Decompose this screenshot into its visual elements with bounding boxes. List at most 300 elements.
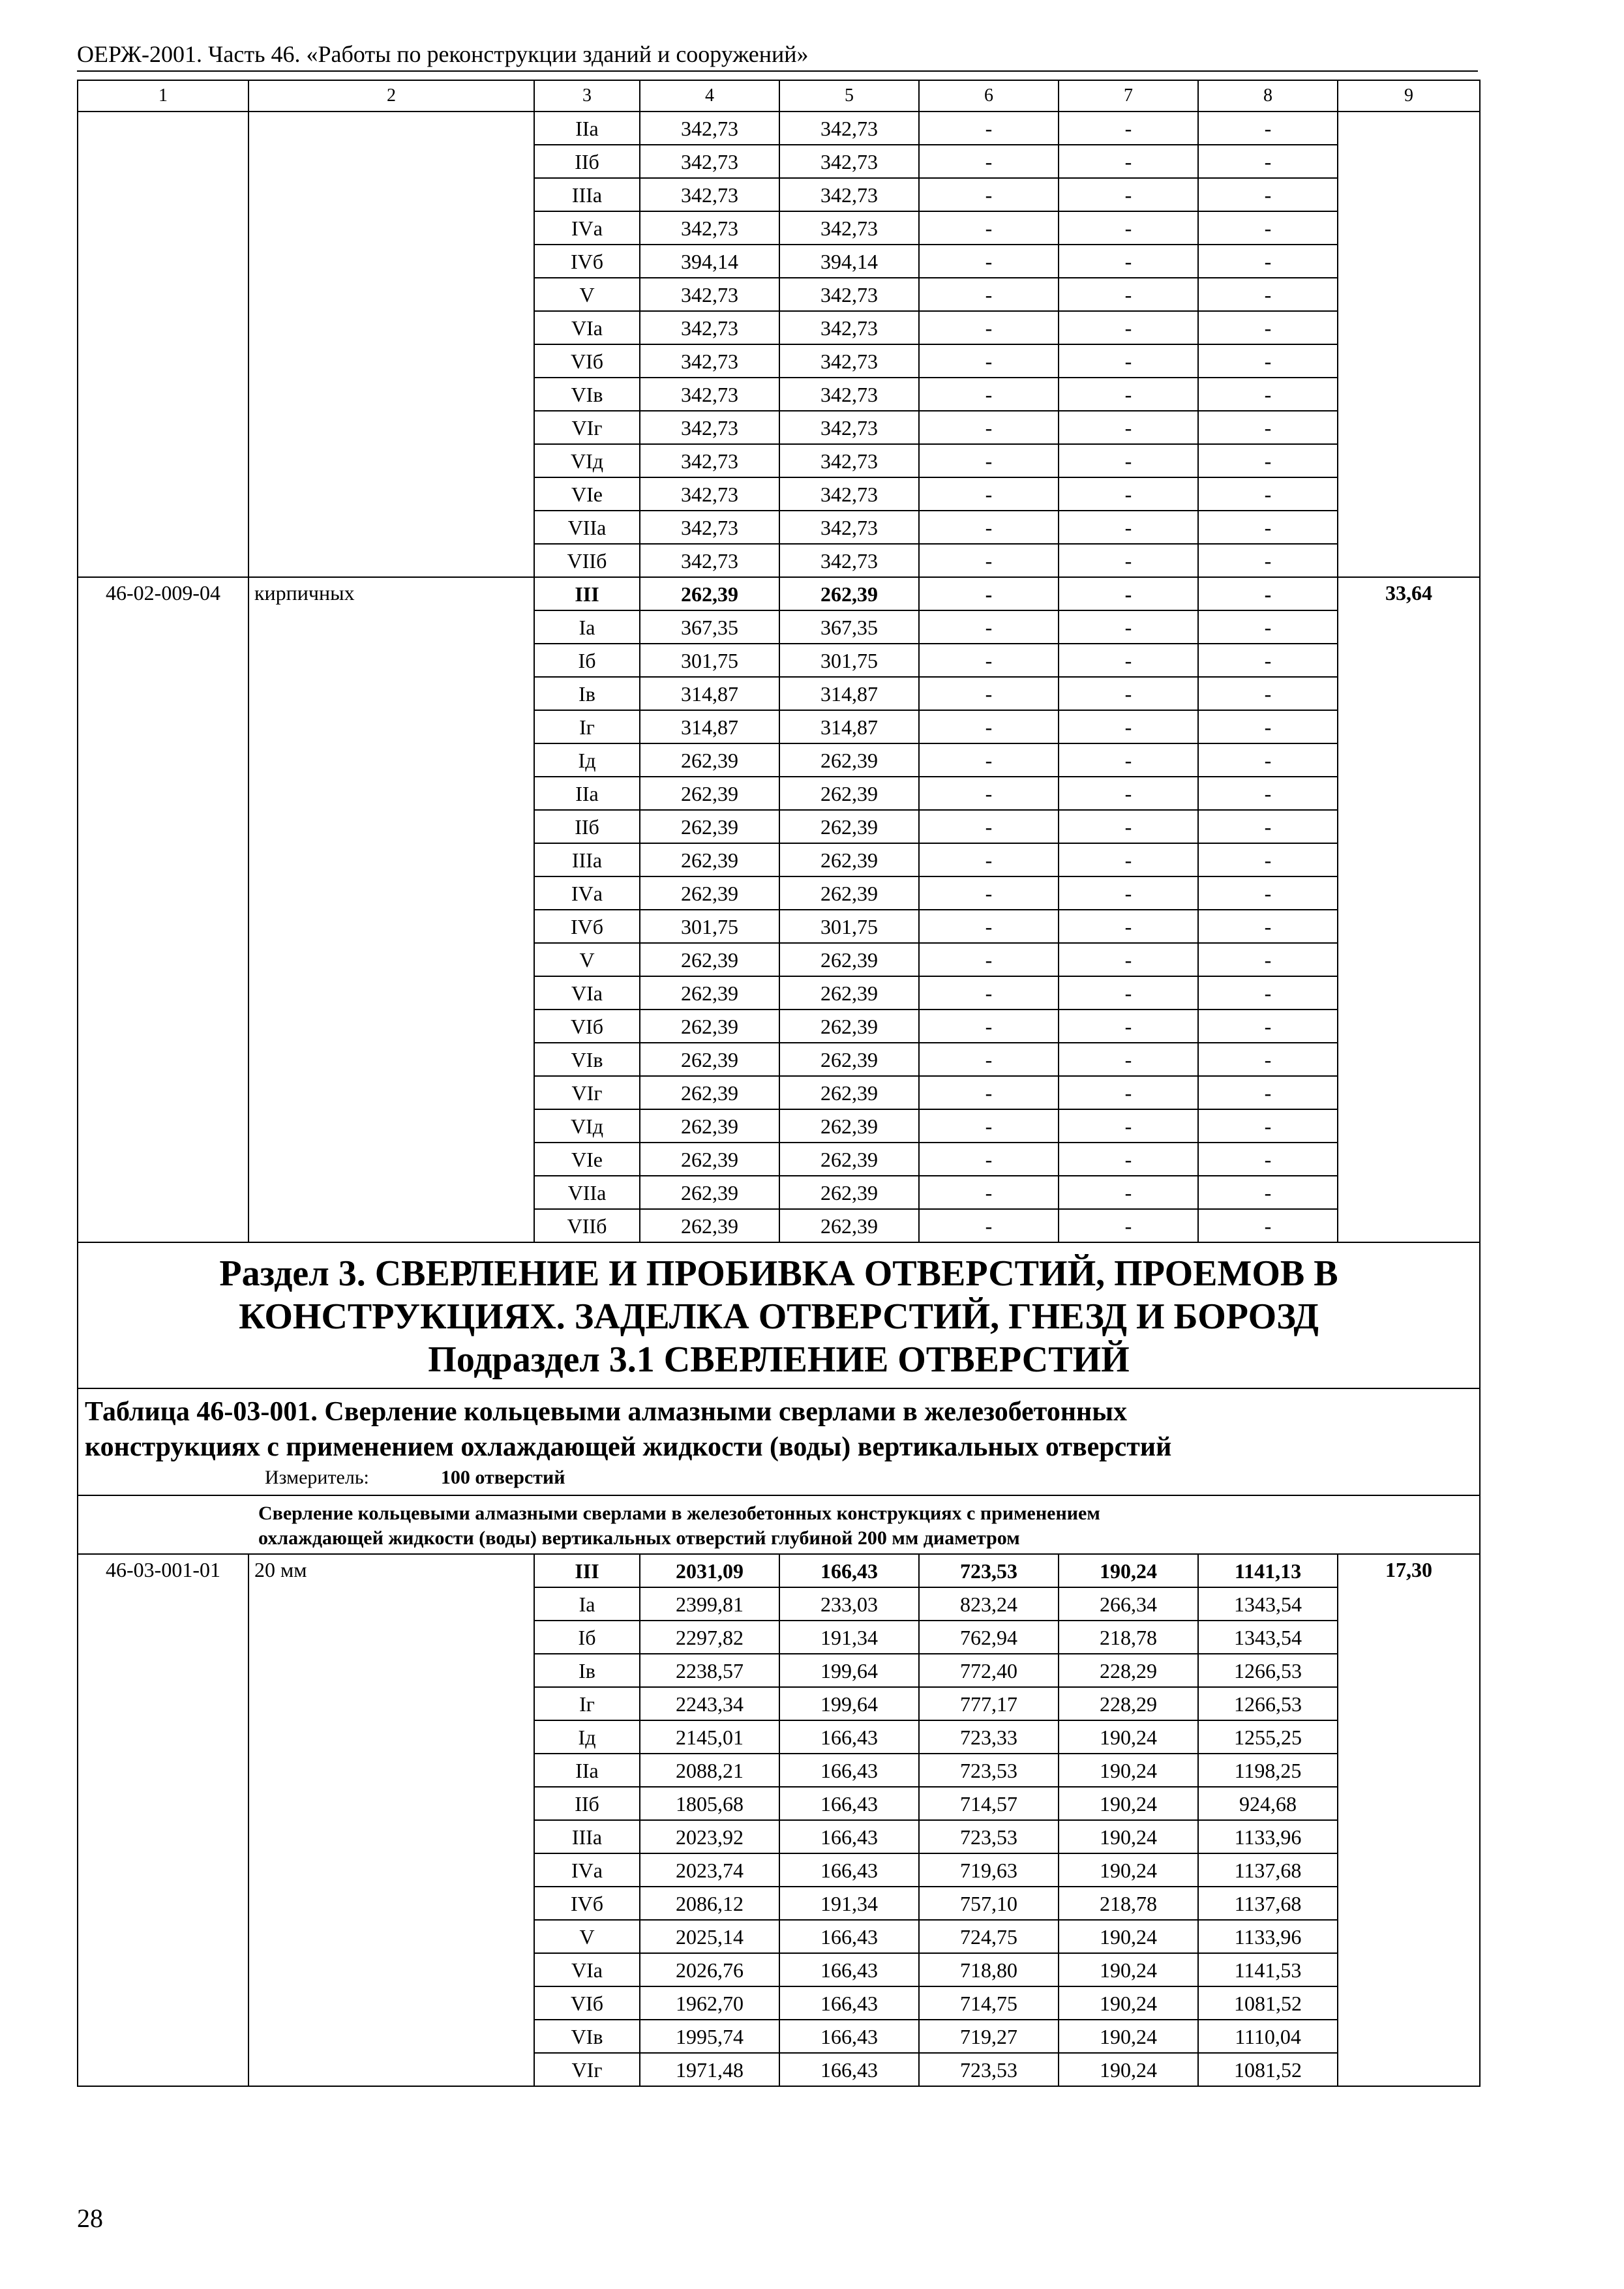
col8-value: 1137,68 (1198, 1887, 1338, 1920)
total-cell: 17,30 (1338, 1554, 1480, 2086)
col8-value: 1266,53 (1198, 1654, 1338, 1687)
code-cell (78, 112, 248, 577)
col7-value: - (1059, 610, 1198, 644)
col4-value: 342,73 (640, 411, 779, 444)
zone-cell: VIIб (534, 544, 640, 577)
col5-value: 301,75 (779, 910, 919, 943)
col5-value: 199,64 (779, 1687, 919, 1720)
col6-value: - (919, 211, 1059, 245)
col6-value: 714,57 (919, 1787, 1059, 1820)
col6-value: - (919, 245, 1059, 278)
col7-value: 190,24 (1059, 1720, 1198, 1754)
col7-value: 190,24 (1059, 1920, 1198, 1953)
zone-cell: V (534, 943, 640, 976)
col8-value: - (1198, 1109, 1338, 1143)
col7-value: 190,24 (1059, 1853, 1198, 1887)
col7-value: 190,24 (1059, 1820, 1198, 1853)
col8-value: - (1198, 544, 1338, 577)
zone-cell: VIг (534, 1076, 640, 1109)
col4-value: 342,73 (640, 444, 779, 477)
col5-value: 394,14 (779, 245, 919, 278)
col4-value: 342,73 (640, 477, 779, 511)
col6-value: - (919, 644, 1059, 677)
zone-cell: Iб (534, 1621, 640, 1654)
col5-value: 342,73 (779, 444, 919, 477)
code-cell: 46-03-001-01 (78, 1554, 248, 2086)
col4-value: 262,39 (640, 1076, 779, 1109)
col4-value: 262,39 (640, 577, 779, 610)
col8-value: - (1198, 710, 1338, 743)
col6-value: - (919, 677, 1059, 710)
col6-value: 723,33 (919, 1720, 1059, 1754)
column-number-cell: 9 (1338, 80, 1480, 112)
col5-value: 262,39 (779, 777, 919, 810)
col6-value: 823,24 (919, 1587, 1059, 1621)
col8-value: - (1198, 943, 1338, 976)
col7-value: - (1059, 411, 1198, 444)
col5-value: 262,39 (779, 810, 919, 843)
rates-table-body (78, 80, 1480, 2086)
col7-value: 228,29 (1059, 1654, 1198, 1687)
col4-value: 342,73 (640, 344, 779, 378)
col5-value: 262,39 (779, 976, 919, 1010)
col6-value: - (919, 145, 1059, 178)
col6-value: - (919, 511, 1059, 544)
zone-cell: VIг (534, 2053, 640, 2086)
col7-value: 190,24 (1059, 1554, 1198, 1587)
col7-value: 190,24 (1059, 1953, 1198, 1986)
col6-value: - (919, 810, 1059, 843)
col7-value: - (1059, 245, 1198, 278)
col7-value: - (1059, 378, 1198, 411)
col8-value: 1266,53 (1198, 1687, 1338, 1720)
col4-value: 262,39 (640, 976, 779, 1010)
zone-cell: IIIа (534, 178, 640, 211)
col4-value: 342,73 (640, 511, 779, 544)
col4-value: 262,39 (640, 777, 779, 810)
col7-value: - (1059, 910, 1198, 943)
col6-value: - (919, 1076, 1059, 1109)
col7-value: 190,24 (1059, 2020, 1198, 2053)
zone-cell: Iд (534, 1720, 640, 1754)
col7-value: - (1059, 311, 1198, 344)
name-cell (248, 112, 534, 577)
col5-value: 262,39 (779, 1209, 919, 1242)
col5-value: 166,43 (779, 1820, 919, 1853)
col5-value: 262,39 (779, 876, 919, 910)
zone-cell: Iг (534, 710, 640, 743)
col8-value: - (1198, 1143, 1338, 1176)
col8-value: - (1198, 344, 1338, 378)
col6-value: - (919, 178, 1059, 211)
zone-cell: Iб (534, 644, 640, 677)
col4-value: 2025,14 (640, 1920, 779, 1953)
col7-value: - (1059, 1176, 1198, 1209)
col7-value: - (1059, 843, 1198, 876)
col4-value: 2297,82 (640, 1621, 779, 1654)
col4-value: 342,73 (640, 178, 779, 211)
col5-value: 342,73 (779, 411, 919, 444)
zone-cell: IVа (534, 1853, 640, 1887)
col7-value: 190,24 (1059, 2053, 1198, 2086)
col8-value: - (1198, 211, 1338, 245)
subtitle-line: Сверление кольцевыми алмазными сверлами в железобетонных конструкциях с применением (258, 1503, 1100, 1524)
table-title-line: Таблица 46-03-001. Сверление кольцевыми алмазными сверлами в железобетонных (85, 1397, 1128, 1427)
table-title-line: конструкциях с применением охлаждающей жидкости (воды) вертикальных отверстий (85, 1432, 1172, 1462)
col5-value: 262,39 (779, 1076, 919, 1109)
col8-value: 1343,54 (1198, 1587, 1338, 1621)
col7-value: - (1059, 677, 1198, 710)
col6-value: - (919, 1010, 1059, 1043)
subtitle-row (78, 1495, 1480, 1554)
col8-value: - (1198, 976, 1338, 1010)
col4-value: 262,39 (640, 810, 779, 843)
col5-value: 166,43 (779, 1554, 919, 1587)
col6-value: 719,27 (919, 2020, 1059, 2053)
col5-value: 262,39 (779, 743, 919, 777)
col5-value: 342,73 (779, 211, 919, 245)
col6-value: - (919, 943, 1059, 976)
col8-value: 1255,25 (1198, 1720, 1338, 1754)
column-number-cell: 4 (640, 80, 779, 112)
col6-value: 777,17 (919, 1687, 1059, 1720)
col7-value: - (1059, 976, 1198, 1010)
col5-value: 342,73 (779, 344, 919, 378)
zone-cell: Iа (534, 610, 640, 644)
col7-value: 218,78 (1059, 1887, 1198, 1920)
zone-cell: IIIа (534, 843, 640, 876)
section-title-line: КОНСТРУКЦИЯХ. ЗАДЕЛКА ОТВЕРСТИЙ, ГНЕЗД И БОРОЗД (239, 1296, 1319, 1337)
col5-value: 342,73 (779, 112, 919, 145)
col8-value: 1141,53 (1198, 1953, 1338, 1986)
col8-value: - (1198, 1043, 1338, 1076)
col8-value: 1081,52 (1198, 2053, 1338, 2086)
col8-value: 1133,96 (1198, 1820, 1338, 1853)
col5-value: 233,03 (779, 1587, 919, 1621)
col4-value: 314,87 (640, 677, 779, 710)
zone-cell: IVб (534, 910, 640, 943)
col6-value: - (919, 1109, 1059, 1143)
col6-value: 724,75 (919, 1920, 1059, 1953)
col4-value: 262,39 (640, 743, 779, 777)
zone-cell: Iд (534, 743, 640, 777)
col6-value: - (919, 577, 1059, 610)
col5-value: 342,73 (779, 145, 919, 178)
col8-value: - (1198, 843, 1338, 876)
col6-value: - (919, 777, 1059, 810)
col5-value: 262,39 (779, 1043, 919, 1076)
col6-value: - (919, 112, 1059, 145)
meter (85, 1465, 1473, 1491)
col7-value: - (1059, 278, 1198, 311)
col4-value: 342,73 (640, 112, 779, 145)
col5-value: 262,39 (779, 1109, 919, 1143)
col5-value: 166,43 (779, 1986, 919, 2020)
col6-value: 762,94 (919, 1621, 1059, 1654)
col7-value: - (1059, 178, 1198, 211)
col4-value: 2026,76 (640, 1953, 779, 1986)
col5-value: 166,43 (779, 1920, 919, 1953)
zone-cell: VIе (534, 477, 640, 511)
col8-value: 1081,52 (1198, 1986, 1338, 2020)
col7-value: - (1059, 1043, 1198, 1076)
col7-value: 218,78 (1059, 1621, 1198, 1654)
table-title (78, 1388, 1480, 1495)
col7-value: - (1059, 743, 1198, 777)
col4-value: 262,39 (640, 1176, 779, 1209)
rates-table (77, 80, 1481, 2087)
col6-value: - (919, 278, 1059, 311)
zone-cell: VIб (534, 344, 640, 378)
col5-value: 342,73 (779, 544, 919, 577)
col7-value: - (1059, 511, 1198, 544)
col4-value: 2145,01 (640, 1720, 779, 1754)
col8-value: - (1198, 644, 1338, 677)
col5-value: 342,73 (779, 311, 919, 344)
total-cell: 33,64 (1338, 577, 1480, 1242)
zone-cell: Iа (534, 1587, 640, 1621)
column-number-cell: 5 (779, 80, 919, 112)
col6-value: - (919, 477, 1059, 511)
col5-value: 314,87 (779, 677, 919, 710)
zone-cell: VIа (534, 976, 640, 1010)
col8-value: - (1198, 311, 1338, 344)
zone-cell: V (534, 278, 640, 311)
col4-value: 342,73 (640, 311, 779, 344)
col7-value: - (1059, 1143, 1198, 1176)
col8-value: - (1198, 1176, 1338, 1209)
col6-value: 772,40 (919, 1654, 1059, 1687)
col8-value: - (1198, 743, 1338, 777)
zone-cell: VIIб (534, 1209, 640, 1242)
column-number-cell: 6 (919, 80, 1059, 112)
zone-cell: IIа (534, 112, 640, 145)
col4-value: 2238,57 (640, 1654, 779, 1687)
col8-value: - (1198, 577, 1338, 610)
col4-value: 262,39 (640, 943, 779, 976)
column-number-cell: 1 (78, 80, 248, 112)
section-heading (78, 1242, 1480, 1388)
col7-value: - (1059, 777, 1198, 810)
zone-cell: VIIа (534, 1176, 640, 1209)
col6-value: 714,75 (919, 1986, 1059, 2020)
table-row (78, 1554, 1480, 1587)
col5-value: 199,64 (779, 1654, 919, 1687)
col4-value: 2088,21 (640, 1754, 779, 1787)
col6-value: - (919, 743, 1059, 777)
column-number-row (78, 80, 1480, 112)
col6-value: - (919, 544, 1059, 577)
col6-value: 723,53 (919, 1820, 1059, 1853)
col6-value: 718,80 (919, 1953, 1059, 1986)
col8-value: - (1198, 112, 1338, 145)
col6-value: - (919, 843, 1059, 876)
name-cell: кирпичных (248, 577, 534, 1242)
subsection-title: Подраздел 3.1 СВЕРЛЕНИЕ ОТВЕРСТИЙ (428, 1339, 1130, 1380)
col8-value: 1198,25 (1198, 1754, 1338, 1787)
col4-value: 367,35 (640, 610, 779, 644)
col7-value: 266,34 (1059, 1587, 1198, 1621)
subtitle-line: охлаждающей жидкости (воды) вертикальных отверстий глубиной 200 мм диаметром (258, 1527, 1020, 1549)
col8-value: - (1198, 178, 1338, 211)
col5-value: 166,43 (779, 1853, 919, 1887)
col4-value: 1971,48 (640, 2053, 779, 2086)
col6-value: - (919, 444, 1059, 477)
col4-value: 262,39 (640, 1010, 779, 1043)
col5-value: 191,34 (779, 1887, 919, 1920)
col5-value: 166,43 (779, 1720, 919, 1754)
col4-value: 342,73 (640, 378, 779, 411)
col4-value: 342,73 (640, 145, 779, 178)
col5-value: 342,73 (779, 178, 919, 211)
col8-value: - (1198, 910, 1338, 943)
col5-value: 262,39 (779, 1143, 919, 1176)
zone-cell: VIв (534, 2020, 640, 2053)
col6-value: - (919, 1143, 1059, 1176)
col7-value: - (1059, 876, 1198, 910)
col4-value: 2243,34 (640, 1687, 779, 1720)
column-number-cell: 8 (1198, 80, 1338, 112)
col4-value: 301,75 (640, 644, 779, 677)
column-number-cell: 3 (534, 80, 640, 112)
meter-value: 100 отверстий (440, 1467, 565, 1488)
zone-cell: Iв (534, 677, 640, 710)
col7-value: 190,24 (1059, 1986, 1198, 2020)
table-subtitle (78, 1495, 1480, 1554)
col8-value: 1141,13 (1198, 1554, 1338, 1587)
col8-value: - (1198, 810, 1338, 843)
col8-value: - (1198, 777, 1338, 810)
col4-value: 262,39 (640, 1043, 779, 1076)
col4-value: 342,73 (640, 278, 779, 311)
zone-cell: IIб (534, 145, 640, 178)
page-header: ОЕРЖ-2001. Часть 46. «Работы по реконструкции зданий и сооружений» (77, 38, 1478, 72)
col4-value: 262,39 (640, 1209, 779, 1242)
col6-value: - (919, 710, 1059, 743)
zone-cell: III (534, 577, 640, 610)
col6-value: 757,10 (919, 1887, 1059, 1920)
name-cell: 20 мм (248, 1554, 534, 2086)
col7-value: - (1059, 577, 1198, 610)
zone-cell: IIб (534, 1787, 640, 1820)
col6-value: - (919, 610, 1059, 644)
zone-cell: VIд (534, 1109, 640, 1143)
zone-cell: IIа (534, 1754, 640, 1787)
col4-value: 1805,68 (640, 1787, 779, 1820)
col7-value: - (1059, 1010, 1198, 1043)
zone-cell: VIIа (534, 511, 640, 544)
meter-label: Измеритель: (265, 1467, 369, 1488)
col8-value: 924,68 (1198, 1787, 1338, 1820)
col7-value: - (1059, 1076, 1198, 1109)
col6-value: - (919, 311, 1059, 344)
table-row (78, 577, 1480, 610)
col4-value: 2023,92 (640, 1820, 779, 1853)
col8-value: - (1198, 444, 1338, 477)
col8-value: 1110,04 (1198, 2020, 1338, 2053)
col8-value: - (1198, 1209, 1338, 1242)
col4-value: 342,73 (640, 544, 779, 577)
zone-cell: IVб (534, 1887, 640, 1920)
col8-value: - (1198, 477, 1338, 511)
col5-value: 166,43 (779, 1953, 919, 1986)
col8-value: - (1198, 511, 1338, 544)
col6-value: 723,53 (919, 1754, 1059, 1787)
col4-value: 394,14 (640, 245, 779, 278)
col5-value: 166,43 (779, 1754, 919, 1787)
col8-value: 1137,68 (1198, 1853, 1338, 1887)
zone-cell: VIд (534, 444, 640, 477)
table-row (78, 112, 1480, 145)
column-number-cell: 7 (1059, 80, 1198, 112)
col5-value: 342,73 (779, 378, 919, 411)
col5-value: 342,73 (779, 477, 919, 511)
col7-value: - (1059, 211, 1198, 245)
col6-value: - (919, 1209, 1059, 1242)
col4-value: 262,39 (640, 876, 779, 910)
zone-cell: VIа (534, 311, 640, 344)
col8-value: - (1198, 1010, 1338, 1043)
col7-value: - (1059, 145, 1198, 178)
col6-value: 723,53 (919, 1554, 1059, 1587)
zone-cell: VIв (534, 1043, 640, 1076)
zone-cell: VIе (534, 1143, 640, 1176)
col4-value: 2399,81 (640, 1587, 779, 1621)
col8-value: 1133,96 (1198, 1920, 1338, 1953)
col7-value: - (1059, 943, 1198, 976)
col8-value: - (1198, 411, 1338, 444)
section-heading-row (78, 1242, 1480, 1388)
col8-value: - (1198, 378, 1338, 411)
col5-value: 191,34 (779, 1621, 919, 1654)
col6-value: - (919, 411, 1059, 444)
col7-value: 190,24 (1059, 1787, 1198, 1820)
col5-value: 166,43 (779, 1787, 919, 1820)
zone-cell: IIа (534, 777, 640, 810)
total-cell (1338, 112, 1480, 577)
page-number: 28 (77, 2204, 103, 2233)
col7-value: - (1059, 112, 1198, 145)
col5-value: 301,75 (779, 644, 919, 677)
col4-value: 1995,74 (640, 2020, 779, 2053)
col8-value: - (1198, 245, 1338, 278)
col6-value: - (919, 876, 1059, 910)
col8-value: - (1198, 610, 1338, 644)
col6-value: - (919, 344, 1059, 378)
col7-value: - (1059, 544, 1198, 577)
col4-value: 2031,09 (640, 1554, 779, 1587)
col5-value: 262,39 (779, 943, 919, 976)
col7-value: - (1059, 644, 1198, 677)
zone-cell: IVб (534, 245, 640, 278)
col4-value: 301,75 (640, 910, 779, 943)
col8-value: - (1198, 1076, 1338, 1109)
zone-cell: III (534, 1554, 640, 1587)
col7-value: - (1059, 477, 1198, 511)
zone-cell: IVа (534, 211, 640, 245)
col5-value: 342,73 (779, 278, 919, 311)
col8-value: - (1198, 677, 1338, 710)
zone-cell: VIа (534, 1953, 640, 1986)
col5-value: 262,39 (779, 843, 919, 876)
code-cell: 46-02-009-04 (78, 577, 248, 1242)
col8-value: - (1198, 145, 1338, 178)
col4-value: 314,87 (640, 710, 779, 743)
col5-value: 262,39 (779, 577, 919, 610)
col4-value: 342,73 (640, 211, 779, 245)
col4-value: 2086,12 (640, 1887, 779, 1920)
zone-cell: Iг (534, 1687, 640, 1720)
